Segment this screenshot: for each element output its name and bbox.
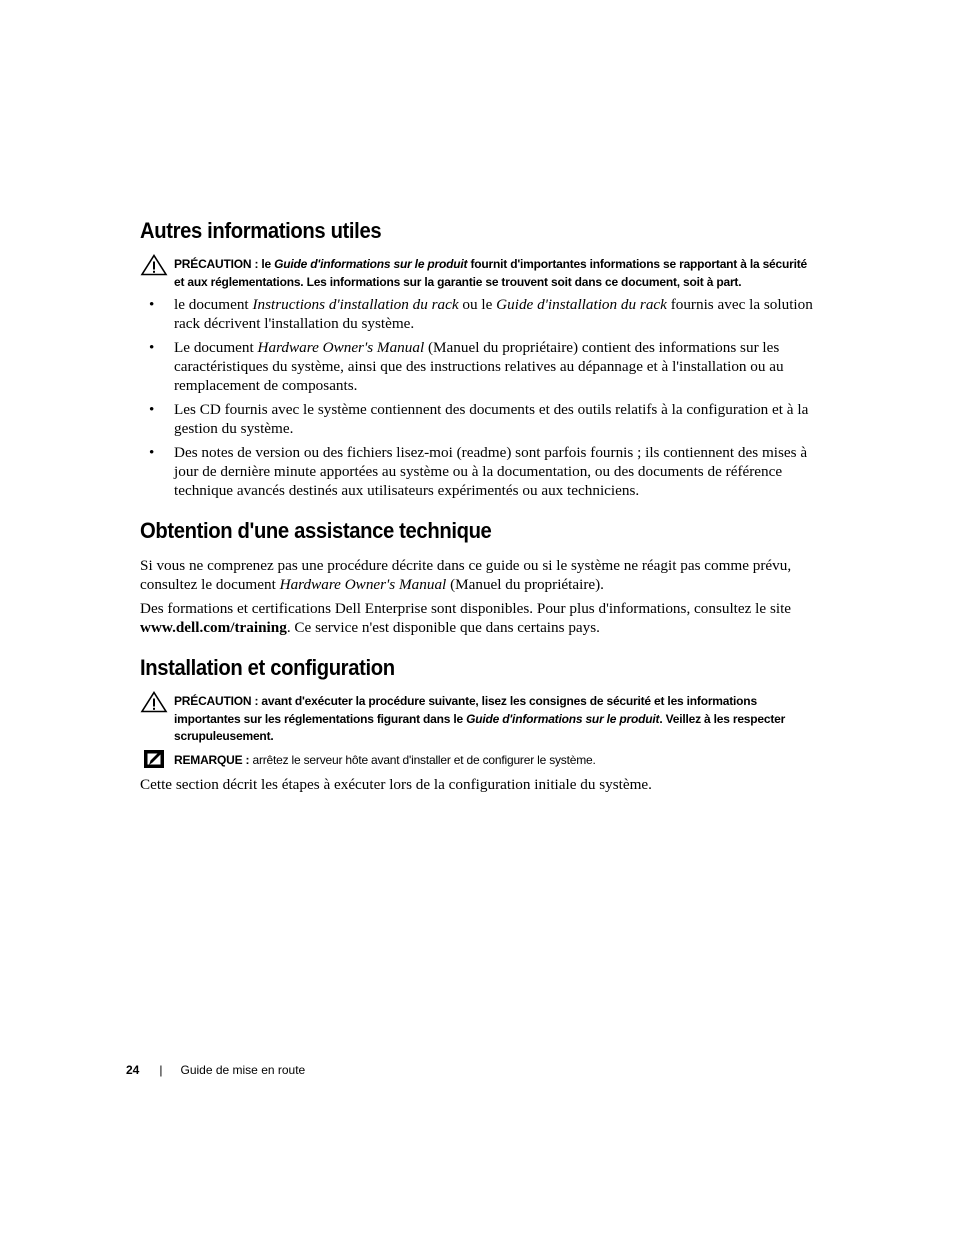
list-item	[140, 295, 815, 333]
bullet-text: Des notes de version ou des fichiers lisez-moi (readme) sont parfois fournis ; ils contiennent des mises à jour de dernière minute apportées au système ou à la documentation, ou des documents de référence technique avancés destinés aux utilisateurs expérimentés ou aux techniciens.	[174, 444, 808, 499]
section-title-autres-informations: Autres informations utiles	[140, 218, 382, 243]
bullet-text: fournis avec la solution rack décrivent l'installation du système.	[174, 296, 813, 332]
caution-installation	[140, 693, 815, 746]
page-footer	[126, 1062, 305, 1078]
warning-triangle-icon	[140, 691, 168, 713]
para-text: . Ce service n'est disponible que dans certains pays.	[286, 619, 600, 636]
installation-paragraph: Cette section décrit les étapes à exécuter lors de la configuration initiale du système.	[140, 776, 652, 793]
list-item	[140, 338, 815, 395]
note-text: arrêtez le serveur hôte avant d'installer et de configurer le système.	[252, 752, 596, 767]
list-item	[140, 400, 815, 438]
section-title-assistance-technique: Obtention d'une assistance technique	[140, 518, 492, 543]
caution-text-post: . Veillez à les respecter scrupuleusement.	[174, 711, 786, 743]
bullet-text: (Manuel du propriétaire) contient des informations sur les caractéristiques du système, ainsi que des instructions relatives au dépannage et à l'installation ou au remplacement de composants.	[174, 339, 784, 394]
caution-text-post: fournit d'importantes informations se rapportant à la sécurité et aux réglementations. Les informations sur la garantie se trouvent soit dans ce document, soit à part.	[174, 257, 808, 289]
list-item	[140, 443, 815, 500]
caution-text-italic: Guide d'informations sur le produit	[274, 257, 468, 271]
para-text: Si vous ne comprenez pas une procédure décrite dans ce guide ou si le système ne réagit pas comme prévu, consultez le document	[140, 557, 792, 593]
section-title-installation: Installation et configuration	[140, 655, 395, 680]
caution-label: PRÉCAUTION :	[174, 257, 262, 271]
page-content	[140, 216, 815, 799]
assistance-paragraph-1	[140, 556, 815, 594]
info-bullet-list	[140, 295, 815, 500]
caution-product-info	[140, 256, 815, 291]
warning-triangle-icon	[140, 254, 168, 276]
bullet-text: Les CD fournis avec le système contiennent des documents et des outils relatifs à la configuration et à la gestion du système.	[174, 401, 809, 437]
caution-text-italic: Guide d'informations sur le produit	[466, 711, 660, 726]
bullet-text: Le document	[174, 339, 258, 356]
para-italic: Hardware Owner's Manual	[279, 576, 447, 593]
caution-label: PRÉCAUTION :	[174, 694, 262, 708]
bullet-dot: •	[149, 401, 155, 418]
note-remarque	[140, 752, 815, 770]
bullet-dot: •	[149, 296, 155, 313]
page-number: 24	[126, 1063, 140, 1077]
bullet-italic: Hardware Owner's Manual	[257, 339, 425, 356]
bullet-dot: •	[149, 444, 155, 461]
para-text: (Manuel du propriétaire).	[446, 576, 604, 593]
bullet-text: le document	[174, 296, 253, 313]
bullet-italic: Instructions d'installation du rack	[252, 296, 459, 313]
caution-text-pre: le	[261, 257, 275, 271]
para-text: Des formations et certifications Dell Enterprise sont disponibles. Pour plus d'informations, consultez le site	[140, 600, 792, 617]
note-label: REMARQUE :	[174, 752, 253, 767]
training-link[interactable]: www.dell.com/training	[140, 619, 287, 636]
bullet-italic: Guide d'installation du rack	[496, 296, 667, 313]
footer-separator: |	[159, 1063, 163, 1077]
bullet-dot: •	[149, 339, 155, 356]
bullet-text: ou le	[458, 296, 497, 313]
assistance-paragraph-2	[140, 599, 815, 637]
caution-text-pre: avant d'exécuter la procédure suivante, lisez les consignes de sécurité et les informations importantes sur les réglementations figurant dans le	[174, 694, 757, 726]
pencil-note-icon	[140, 748, 168, 770]
footer-title: Guide de mise en route	[180, 1063, 306, 1077]
